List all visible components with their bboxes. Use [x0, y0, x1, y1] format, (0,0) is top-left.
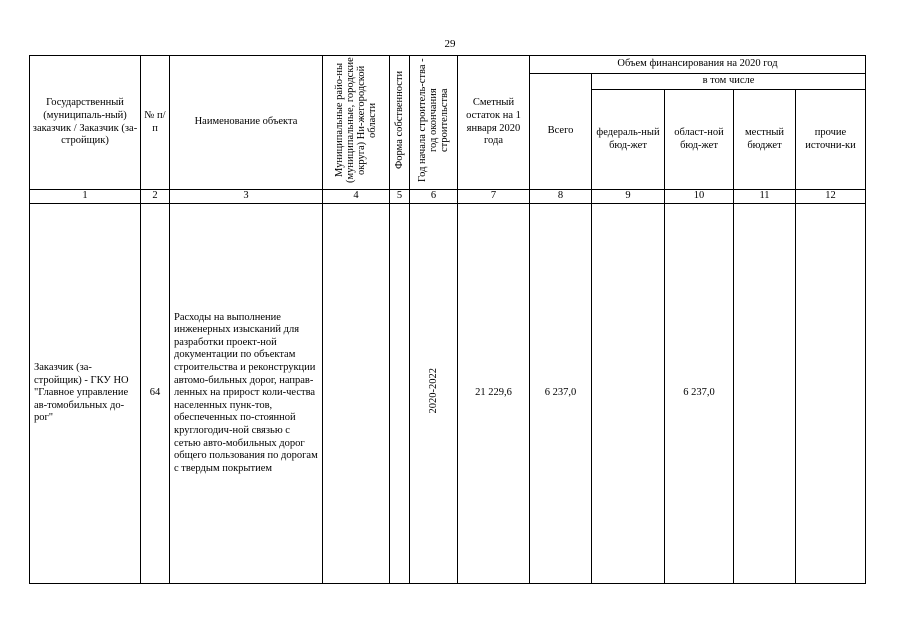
column-number: 3 [170, 190, 323, 204]
row-object-name: Расходы на выполнение инженерных изысканий для разработки проект-ной документации по объектам строительства и реконструкции автомо-бильных дорог, направ-ленных на прирост коли-чества населенных пунк-тов, обеспеченных по-стоянной круглогодич-ной связью с сетью авто-мобильных дорог общего пользования по дорогам с твердым покрытием [170, 204, 323, 584]
row-customer: Заказчик (за-стройщик) - ГКУ НО "Главное управление ав-томобильных до-рог" [30, 204, 141, 584]
row-other [796, 204, 866, 584]
row-regional: 6 237,0 [665, 204, 734, 584]
header-number: № п/п [141, 56, 170, 190]
column-number: 12 [796, 190, 866, 204]
header-years [410, 56, 458, 190]
column-number: 1 [30, 190, 141, 204]
page-number: 29 [444, 38, 456, 50]
header-total: Всего [530, 74, 592, 190]
row-municipality [323, 204, 390, 584]
row-estimate: 21 229,6 [458, 204, 530, 584]
column-number: 6 [410, 190, 458, 204]
header-financing: Объем финансирования на 2020 год [530, 56, 866, 74]
row-number: 64 [141, 204, 170, 584]
column-number: 10 [665, 190, 734, 204]
header-including: в том числе [592, 74, 866, 90]
financing-table [29, 55, 866, 584]
table-row [30, 204, 866, 584]
header-regional: област-ной бюд-жет [665, 90, 734, 190]
column-number: 11 [734, 190, 796, 204]
column-number: 8 [530, 190, 592, 204]
header-municipality [323, 56, 390, 190]
header-customer: Государственный (муниципаль-ный) заказчик / Заказчик (за-стройщик) [30, 56, 141, 190]
header-federal: федераль-ный бюд-жет [592, 90, 665, 190]
column-number: 4 [323, 190, 390, 204]
row-local [734, 204, 796, 584]
column-number: 9 [592, 190, 665, 204]
header-estimate: Сметный остаток на 1 января 2020 года [458, 56, 530, 190]
header-years-text: Год начала строитель-ства - год окончания строительства [416, 58, 450, 183]
header-row-1 [30, 56, 866, 74]
header-ownership-text: Форма собственности [393, 71, 405, 170]
header-local: местный бюджет [734, 90, 796, 190]
header-other: прочие источни-ки [796, 90, 866, 190]
column-number: 5 [390, 190, 410, 204]
header-ownership [390, 56, 410, 190]
header-object-name: Наименование объекта [170, 56, 323, 190]
column-number-row [30, 190, 866, 204]
row-federal [592, 204, 665, 584]
header-municipality-text: Муниципальные райо-ны (муниципальные, городские округа) Ни-жегородской области [333, 57, 379, 184]
column-number: 7 [458, 190, 530, 204]
row-years [410, 204, 458, 584]
row-ownership [390, 204, 410, 584]
row-total: 6 237,0 [530, 204, 592, 584]
column-number: 2 [141, 190, 170, 204]
row-years-text: 2020-2022 [427, 368, 439, 414]
